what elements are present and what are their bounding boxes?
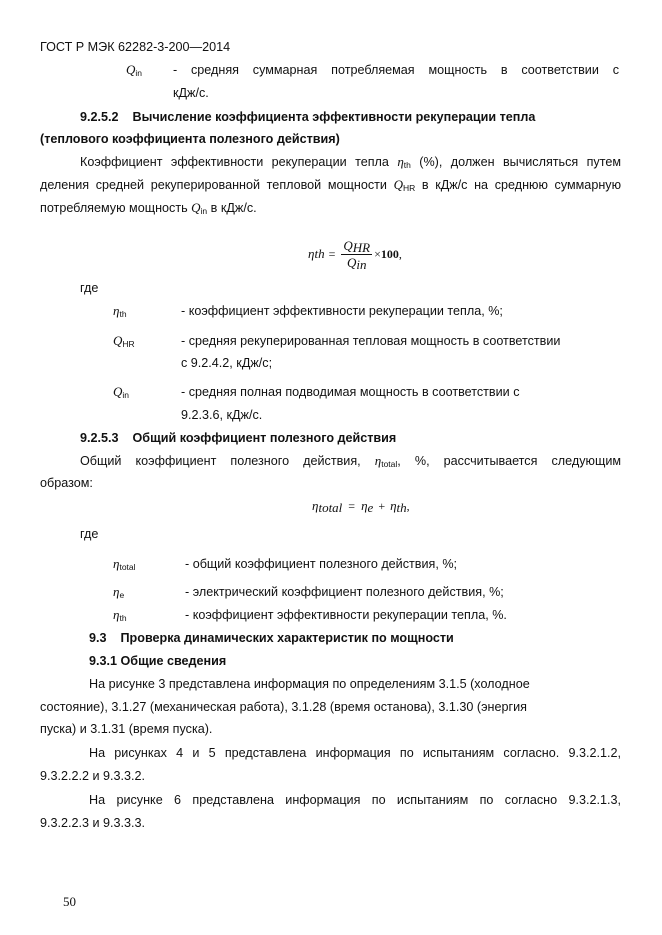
where-label: где	[80, 527, 99, 541]
paragraph-line: На рисунке 3 представлена информация по определениям 3.1.5 (холодное	[89, 677, 530, 691]
formula-term: η	[361, 498, 368, 513]
paragraph-line: На рисунках 4 и 5 представлена информация по испытаниям согласно. 9.3.2.1.2,	[89, 746, 621, 760]
where-label: где	[80, 281, 99, 295]
formula-plus: +	[378, 499, 386, 513]
formula-term-subscript: th	[396, 500, 407, 515]
numerator-subscript: HR	[352, 239, 371, 255]
document-id: ГОСТ Р МЭК 62282-3-200—2014	[40, 40, 231, 54]
def-text-cont: 9.2.3.6, кДж/с.	[181, 408, 263, 422]
symbol-subscript: HR	[402, 183, 416, 193]
def-symbol	[113, 333, 135, 349]
paragraph-line: На рисунке 6 представлена информация по испытаниям по согласно 9.3.2.1.3,	[89, 793, 621, 807]
paragraph-line: 9.3.2.2.3 и 9.3.3.3.	[40, 816, 146, 830]
def-symbol	[113, 384, 129, 400]
numerator-symbol: Q	[343, 237, 353, 253]
formula-lhs-subscript: total	[318, 500, 343, 515]
formula-total-efficiency	[312, 498, 410, 514]
symbol: Q	[191, 200, 201, 215]
symbol: Q	[393, 177, 403, 192]
heading-9-2-5-2: 9.2.5.2 Вычисление коэффициента эффективности рекуперации тепла	[80, 110, 536, 124]
paragraph-line	[40, 177, 621, 193]
heading-9-2-5-3: 9.2.5.3 Общий коэффициент полезного действия	[80, 431, 397, 445]
text: Общий коэффициент полезного действия,	[80, 454, 361, 468]
definition-text: - средняя суммарная потребляемая мощность в соответствии с	[173, 63, 619, 77]
symbol: η	[374, 453, 382, 468]
formula-fraction	[341, 239, 372, 270]
symbol-subscript: th	[119, 613, 127, 623]
text: в кДж/с на среднюю суммарную	[421, 178, 622, 192]
symbol-subscript: in	[135, 68, 143, 78]
formula-lhs: η	[308, 246, 315, 261]
formula-comma: ,	[398, 247, 402, 261]
definition-text-cont: кДж/с.	[173, 86, 209, 100]
symbol: η	[113, 584, 120, 599]
formula-term: η	[390, 498, 397, 513]
def-symbol	[113, 584, 124, 600]
formula-equals: =	[348, 499, 356, 513]
def-text: - средняя рекуперированная тепловая мощность в соответствии	[181, 334, 561, 348]
def-text: - коэффициент эффективности рекуперации тепла, %.	[185, 608, 507, 622]
def-symbol	[113, 303, 127, 319]
symbol: η	[113, 607, 120, 622]
symbol-subscript: in	[122, 390, 130, 400]
paragraph-line	[80, 453, 621, 469]
paragraph-line	[80, 154, 621, 170]
symbol: η	[113, 556, 120, 571]
paragraph-line: пуска) и 3.1.31 (время пуска).	[40, 722, 213, 736]
formula-numerator	[341, 239, 372, 255]
def-symbol	[113, 556, 136, 572]
def-text: - электрический коэффициент полезного действия, %;	[185, 585, 504, 599]
page-number: 50	[63, 894, 76, 909]
formula-lhs: η	[312, 498, 319, 513]
paragraph-line	[40, 200, 257, 216]
text: деления средней рекуперированной тепловой мощности	[40, 178, 387, 192]
heading-9-3: 9.3 Проверка динамических характеристик по мощности	[89, 631, 454, 645]
formula-term-subscript: e	[367, 500, 374, 515]
formula-multiply: ×	[374, 247, 381, 261]
symbol: Q	[113, 384, 123, 399]
text: в кДж/с.	[210, 201, 257, 215]
formula-denominator	[345, 255, 369, 270]
symbol-subscript: in	[200, 206, 208, 216]
def-text: - общий коэффициент полезного действия, %;	[185, 557, 458, 571]
symbol: η	[113, 303, 120, 318]
definition-symbol	[126, 62, 142, 78]
formula-constant: 100	[380, 247, 399, 261]
text: потребляемую мощность	[40, 201, 188, 215]
heading-9-3-1: 9.3.1 Общие сведения	[89, 654, 227, 668]
symbol: η	[397, 154, 404, 169]
symbol-subscript: total	[381, 459, 398, 469]
paragraph-line: 9.3.2.2.2 и 9.3.3.2.	[40, 769, 146, 783]
paragraph-line: состояние), 3.1.27 (механическая работа), 3.1.28 (время останова), 3.1.30 (энергия	[40, 700, 527, 714]
paragraph-line: образом:	[40, 476, 93, 490]
denominator-symbol: Q	[346, 254, 357, 270]
symbol-subscript: th	[119, 309, 127, 319]
text: (%), должен вычисляться путем	[419, 155, 622, 169]
symbol-subscript: total	[119, 562, 136, 572]
def-symbol	[113, 607, 127, 623]
formula-comma: ,	[406, 499, 410, 513]
symbol-subscript: HR	[122, 339, 135, 349]
symbol-subscript: th	[403, 160, 411, 170]
def-text-cont: с 9.2.4.2, кДж/с;	[181, 356, 273, 370]
symbol: Q	[113, 333, 123, 348]
symbol: Q	[126, 62, 136, 77]
symbol-subscript: e	[119, 590, 125, 600]
text: , %, рассчитывается следующим	[397, 454, 622, 468]
heading-9-2-5-2-cont: (теплового коэффициента полезного действия)	[40, 132, 340, 146]
text: Коэффициент эффективности рекуперации тепла	[80, 155, 389, 169]
denominator-subscript: in	[356, 256, 367, 272]
formula-heat-recovery: η th = $\frac{Q_{HR}}{Q_{in}}$ × 100 ,	[308, 237, 402, 272]
def-text: - коэффициент эффективности рекуперации тепла, %;	[181, 304, 503, 318]
def-text: - средняя полная подводимая мощность в соответствии с	[181, 385, 520, 399]
formula-equals: =	[328, 247, 336, 261]
